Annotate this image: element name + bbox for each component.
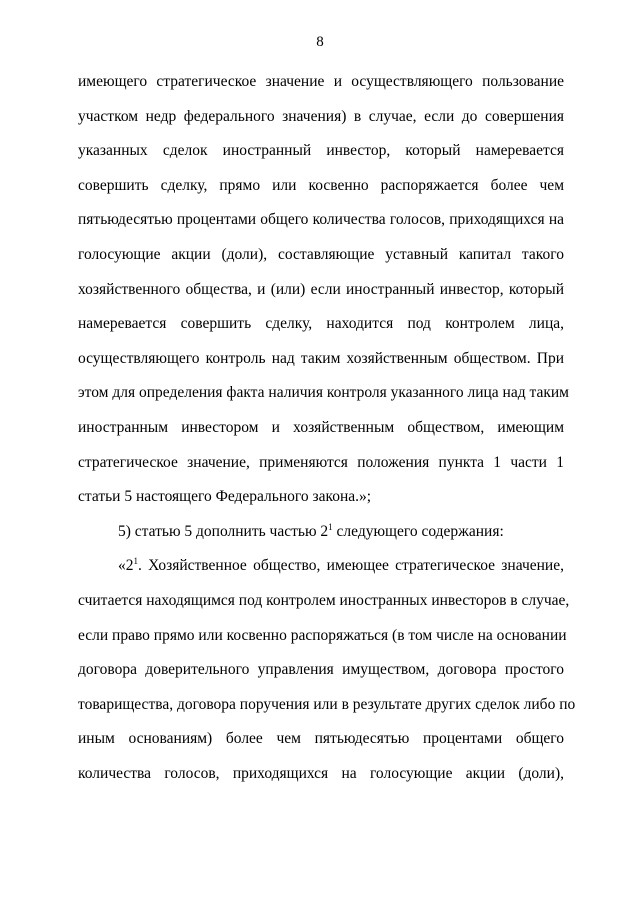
text-line: товарищества, договора поручения или в результате других сделок либо по	[78, 695, 576, 713]
text-line: намеревается совершить сделку, находится под контролем лица,	[78, 315, 564, 333]
text-line: стратегическое значение, применяются положения пункта 1 части 1	[78, 453, 564, 471]
text-line: пятьюдесятью процентами общего количества голосов, приходящихся на	[78, 211, 564, 229]
text-line: указанных сделок иностранный инвестор, который намеревается	[78, 142, 564, 160]
text-line: иным основаниям) более чем пятьюдесятью процентами общего	[78, 730, 564, 748]
text-line-last: статьи 5 настоящего Федерального закона.»;	[78, 488, 372, 506]
quote-start-line	[78, 549, 564, 584]
superscript: 1	[133, 556, 138, 567]
superscript: 1	[328, 521, 333, 532]
text-line: количества голосов, приходящихся на голосующие акции (доли),	[78, 764, 564, 782]
page-number: 8	[316, 34, 324, 50]
text-line: хозяйственного общества, и (или) если иностранный инвестор, который	[78, 280, 564, 298]
item-5-text: 5) статью 5 дополнить частью 2	[118, 522, 329, 540]
text-line: если право прямо или косвенно распоряжаться (в том числе на основании	[78, 626, 567, 644]
text-line: иностранным инвестором и хозяйственным обществом, имеющим	[78, 418, 564, 436]
text-line: участком недр федерального значения) в случае, если до совершения	[78, 107, 564, 125]
quote-start-text-end: . Хозяйственное общество, имеющее стратегическое значение,	[138, 557, 564, 575]
document-text	[78, 65, 576, 791]
text-line: договора доверительного управления имуществом, договора простого	[78, 661, 564, 679]
text-line: голосующие акции (доли), составляющие уставный капитал такого	[78, 245, 564, 263]
text-line: осуществляющего контроль над таким хозяйственным обществом. При	[78, 349, 564, 367]
text-line: считается находящимся под контролем иностранных инвесторов в случае,	[78, 591, 570, 609]
quote-start-text: «2	[118, 557, 134, 575]
item-5-line	[78, 515, 564, 550]
text-line: имеющего стратегическое значение и осуществляющего пользование	[78, 73, 564, 90]
text-line: этом для определения факта наличия контроля указанного лица над таким	[78, 384, 569, 402]
item-5-text-end: следующего содержания:	[332, 522, 504, 540]
text-line: совершить сделку, прямо или косвенно распоряжается более чем	[78, 176, 564, 194]
